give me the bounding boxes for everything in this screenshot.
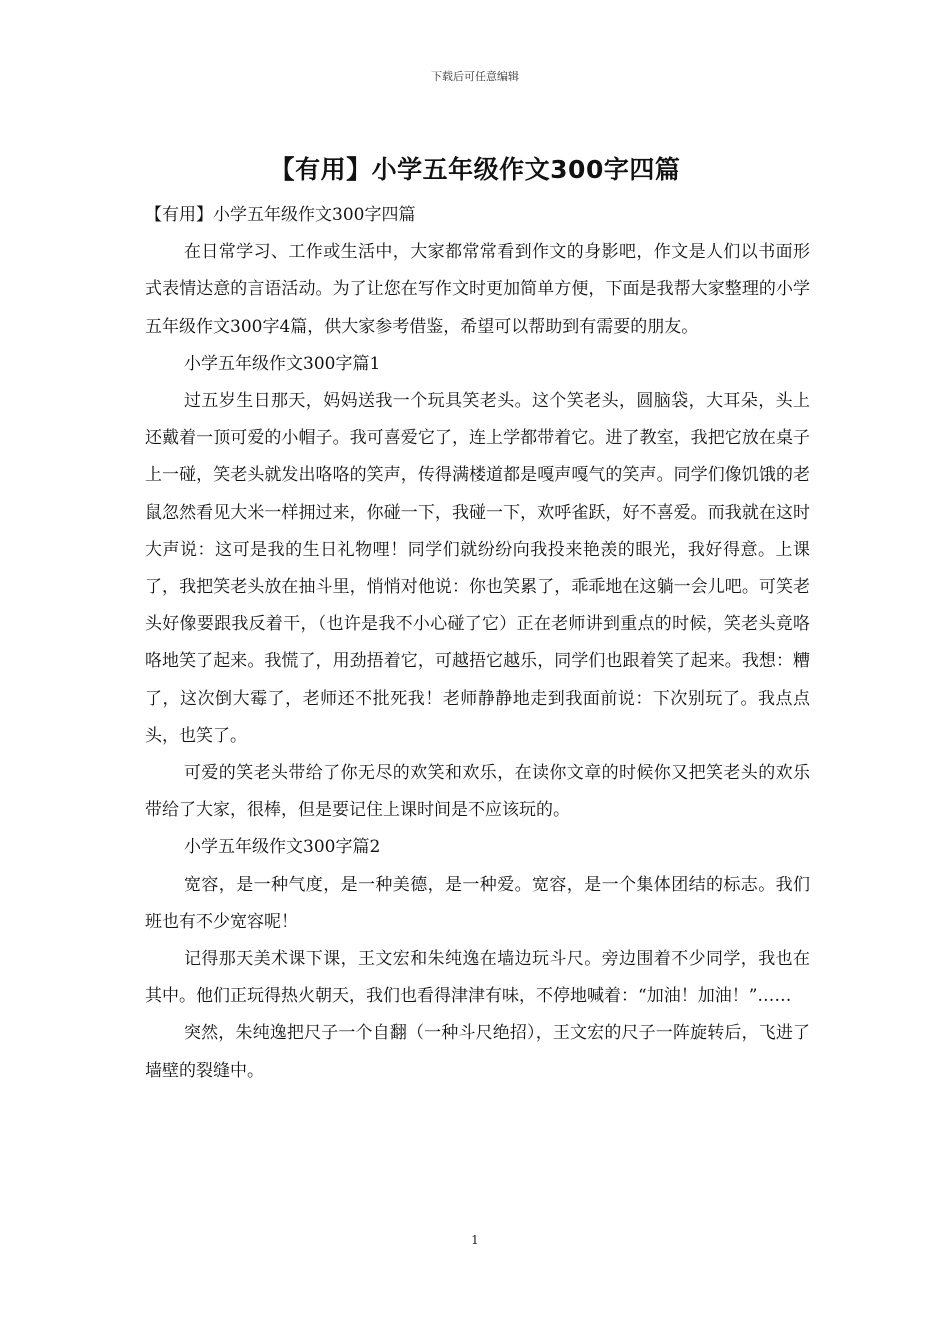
document-title: 【有用】小学五年级作文300字四篇: [269, 155, 681, 184]
subtitle-line: 【有用】小学五年级作文300字四篇: [145, 205, 416, 225]
paragraph: 可爱的笑老头带给了你无尽的欢笑和欢乐，在读你文章的时候你又把笑老头的欢乐带给了大家，很棒，但是要记住上课时间是不应该玩的。: [145, 763, 810, 821]
paragraph: 在日常学习、工作或生活中，大家都常常看到作文的身影吧，作文是人们以书面形式表情达意的言语活动。为了让您在写作文时更加简单方便，下面是我帮大家整理的小学五年级作文300字4篇，供大家参考借鉴，希望可以帮助到有需要的朋友。: [145, 242, 810, 337]
paragraph: 小学五年级作文300字篇1: [184, 353, 381, 374]
page-number: 1: [471, 1233, 479, 1247]
paragraph: 突然，朱纯逸把尺子一个自翻（一种斗尺绝招），王文宏的尺子一阵旋转后，飞进了墙壁的裂缝中。: [145, 1023, 810, 1081]
header-note: 下载后可任意编辑: [431, 70, 519, 83]
paragraph: 记得那天美术课下课，王文宏和朱纯逸在墙边玩斗尺。旁边围着不少同学，我也在其中。他们正玩得热火朝天，我们也看得津津有味，不停地喊着：“加油！加油！”……: [145, 949, 810, 1007]
document-body: [145, 197, 810, 1090]
paragraph: 过五岁生日那天，妈妈送我一个玩具笑老头。这个笑老头，圆脑袋，大耳朵，头上还戴着一顶可爱的小帽子。我可喜爱它了，连上学都带着它。进了教室，我把它放在桌子上一碰，笑老头就发出咯咯的笑声，传得满楼道都是嘎声嘎气的笑声。同学们像饥饿的老鼠忽然看见大米一样拥过来，你碰一下，我碰一下，欢呼雀跃，好不喜爱。而我就在这时大声说：这可是我的生日礼物哩！同学们就纷纷向我投来艳羡的眼光，我好得意。上课了，我把笑老头放在抽斗里，悄悄对他说：你也笑累了，乖乖地在这躺一会儿吧。可笑老头好像要跟我反着干，（也许是我不小心碰了它）正在老师讲到重点的时候，笑老头竟咯咯地笑了起来。我慌了，用劲捂着它，可越捂它越乐，同学们也跟着笑了起来。我想：糟了，这次倒大霉了，老师还不批死我！老师静静地走到我面前说：下次别玩了。我点点头，也笑了。: [145, 391, 810, 746]
paragraph: 宽容，是一种气度，是一种美德，是一种爱。宽容，是一个集体团结的标志。我们班也有不少宽容呢！: [145, 874, 810, 932]
paragraph: 小学五年级作文300字篇2: [184, 837, 381, 858]
